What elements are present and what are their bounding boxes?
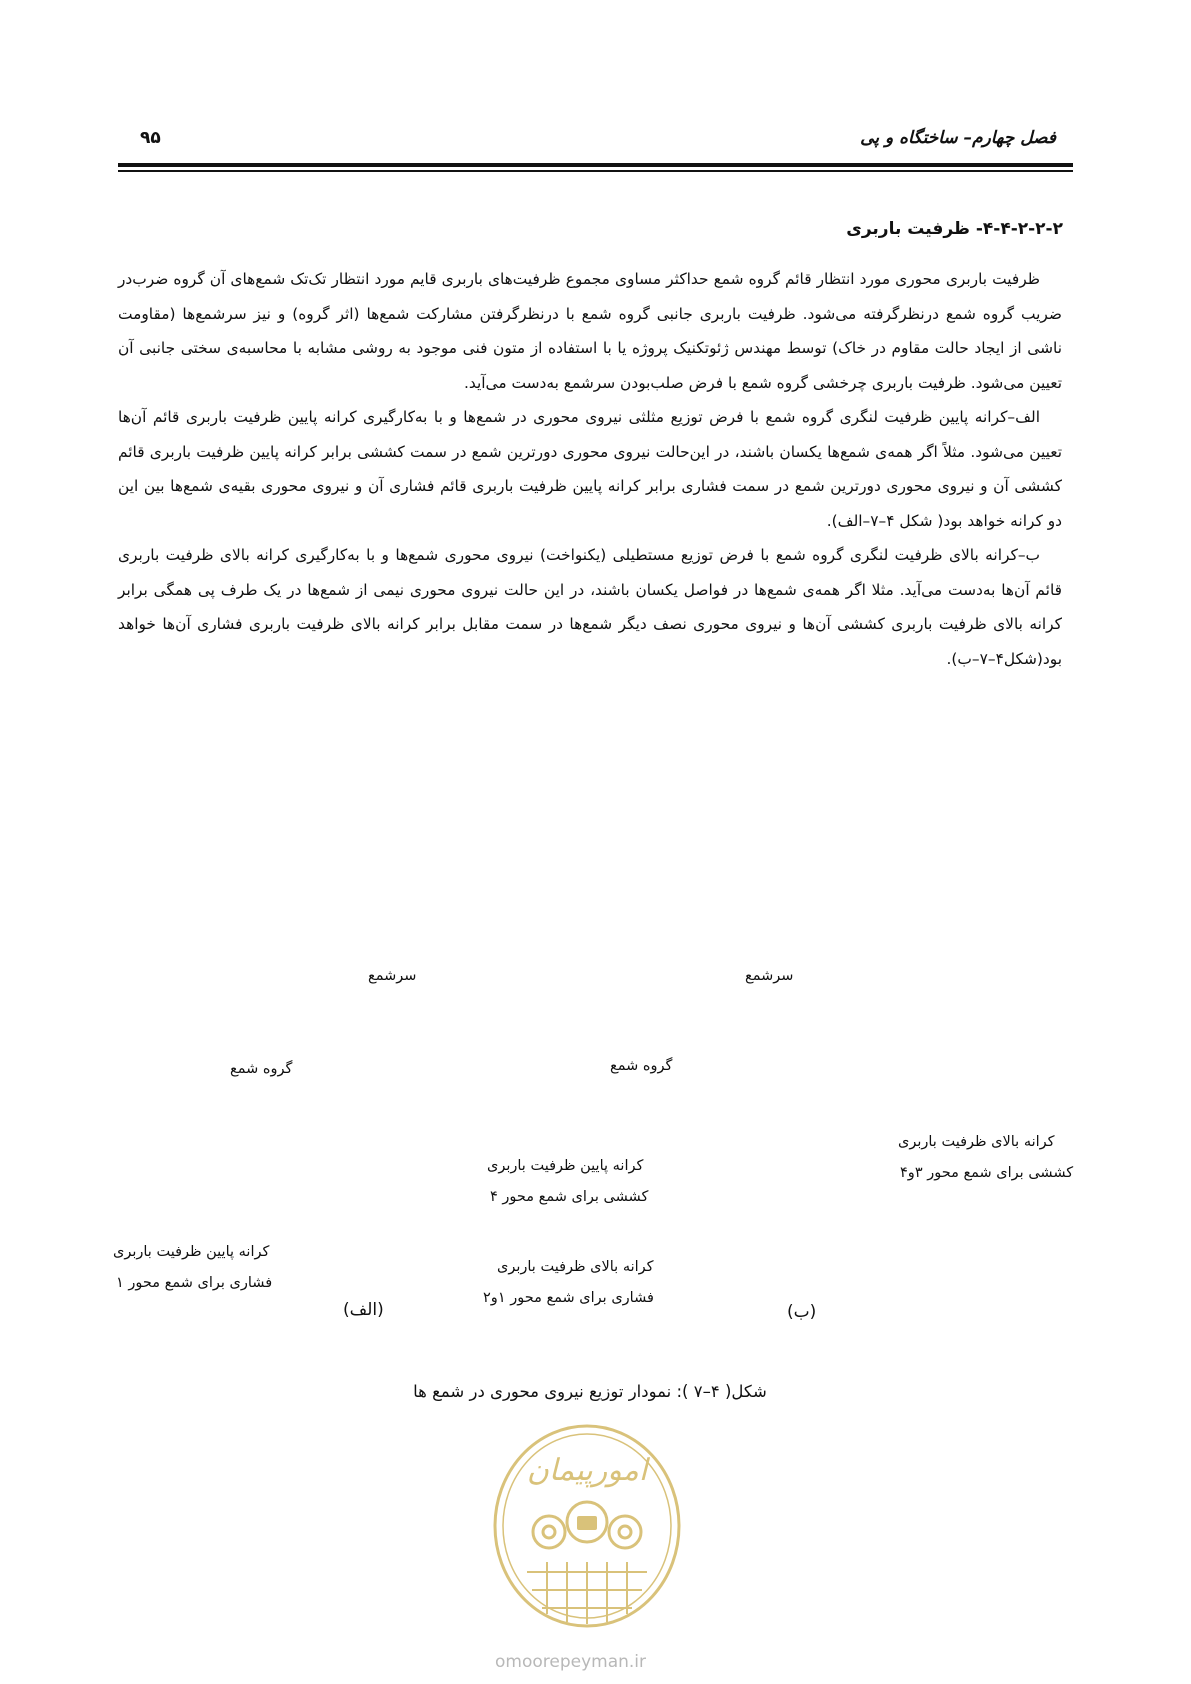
label-lower-tension-1: کرانه پایین ظرفیت باربری: [487, 1158, 644, 1174]
label-upper-comp-2: فشاری برای شمع محور ۱و۲: [483, 1290, 654, 1306]
label-lower-comp-2: فشاری برای شمع محور ۱: [116, 1275, 273, 1291]
figure-caption: شکل( ۴–۷ ): نمودار توزیع نیروی محوری در شمع ها: [413, 1382, 767, 1401]
page-number: ۹۵: [140, 128, 161, 148]
header-rule-thick: [118, 163, 1073, 167]
watermark-url: omoorepeyman.ir: [495, 1652, 647, 1672]
label-upper-tension-1: کرانه بالای ظرفیت باربری: [898, 1134, 1055, 1150]
label-pile-cap-right: سرشمع: [745, 968, 794, 984]
label-lower-comp-1: کرانه پایین ظرفیت باربری: [113, 1244, 270, 1260]
label-pile-cap-left: سرشمع: [368, 968, 417, 984]
chapter-title: فصل چهارم– ساختگاه و پی: [860, 128, 1056, 148]
paragraph-1: ظرفیت باربری محوری مورد انتظار قائم گروه شمع حداکثر مساوی مجموع ظرفیت‌های باربری قایم مورد انتظار تک‌تک شمع‌های آن گروه ضرب‌در ضریب گروه شمع درنظرگرفته می‌شود. ظرفیت باربری جانبی گروه شمع با درنظرگرفتن مشارکت شمع‌ها (اثر گروه) و نیز سرشمع‌ها (مقاومت ناشی از ایجاد حالت مقاوم در خاک) توسط مهندس ژئوتکنیک پروژه یا با استفاده از متون فنی موجود به روشی مشابه با محاسبه‌ی سختی جانبی آن تعیین می‌شود. ظرفیت باربری چرخشی گروه شمع با فرض صلب‌بودن سرشمع به‌دست می‌آید.: [118, 270, 1062, 392]
label-lower-tension-2: کششی برای شمع محور ۴: [490, 1189, 649, 1205]
watermark-logo-icon: [487, 1422, 687, 1637]
label-pile-group-left: گروه شمع: [230, 1061, 293, 1077]
label-pile-group-right: گروه شمع: [610, 1058, 673, 1074]
label-upper-tension-2: کششی برای شمع محور ۳و۴: [900, 1165, 1074, 1181]
section-heading: ۴-۴-۲-۲-۲- ظرفیت باربری: [846, 219, 1063, 239]
label-upper-comp-1: کرانه بالای ظرفیت باربری: [497, 1259, 654, 1275]
paragraph-3: ب–کرانه بالای ظرفیت لنگری گروه شمع با فرض توزیع مستطیلی (یکنواخت) نیروی محوری شمع‌ها و با به‌کارگیری کرانه بالای ظرفیت باربری قائم آن‌ها به‌دست می‌آید. مثلا اگر همه‌ی شمع‌ها در فواصل یکسان باشند، در این حالت نیروی محوری نیمی از شمع‌ها در یک طرف پی همگی برابر کرانه بالای ظرفیت باربری کششی آن‌ها و نیروی محوری نصف دیگر شمع‌ها در سمت مقابل برابر کرانه بالای ظرفیت باربری فشاری آن‌ها خواهد بود(شکل۴–۷–ب).: [118, 546, 1062, 668]
figure-tag-b: (ب): [787, 1302, 817, 1322]
figure-tag-a: (الف): [343, 1300, 384, 1320]
header-rule-thin: [118, 170, 1073, 172]
watermark-logo-text: امورپیمان: [526, 1453, 648, 1488]
paragraph-2: الف–کرانه پایین ظرفیت لنگری گروه شمع با فرض توزیع مثلثی نیروی محوری در شمع‌ها و با به‌کارگیری کرانه پایین ظرفیت باربری قائم آن‌ها تعیین می‌شود. مثلاً اگر همه‌ی شمع‌ها یکسان باشند، در این‌حالت نیروی محوری دورترین شمع در سمت کششی برابر کرانه پایین ظرفیت باربری قائم کششی آن و نیروی محوری دورترین شمع در سمت فشاری برابر کرانه پایین ظرفیت باربری قائم فشاری آن و نیروی محوری بقیه‌ی شمع‌ها بین این دو کرانه خواهد بود( شکل ۴–۷–الف).: [118, 408, 1062, 530]
body-text: [118, 262, 1062, 676]
